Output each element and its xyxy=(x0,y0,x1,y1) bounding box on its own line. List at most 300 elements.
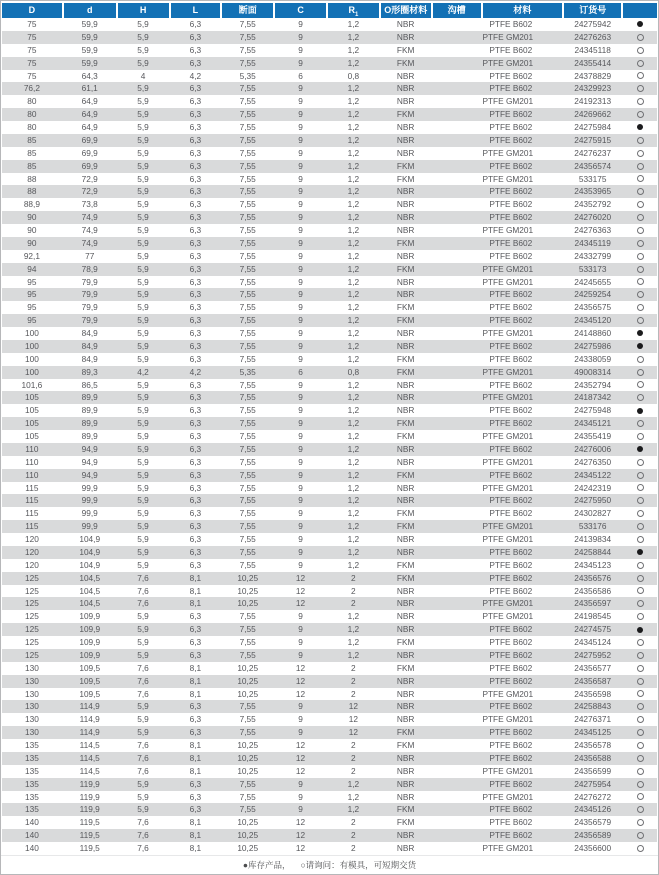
table-row xyxy=(2,443,657,456)
cell-material: PTFE B602 xyxy=(489,508,533,519)
cell-c: 9 xyxy=(298,469,303,480)
cell-oring-material: NBR xyxy=(396,778,415,789)
cell-cross-section: 10,25 xyxy=(237,662,259,673)
cell-r1: 2 xyxy=(351,740,356,750)
cell-d-inner: 64,9 xyxy=(81,122,98,132)
cell-d-inner: 79,9 xyxy=(81,315,98,326)
cell-material: PTFE B602 xyxy=(489,199,533,210)
cell-l: 4,2 xyxy=(189,366,202,377)
cell-c: 9 xyxy=(298,173,303,184)
cell-h: 5,9 xyxy=(137,160,149,171)
cell-oring-material: NBR xyxy=(396,624,415,635)
cell-r1: 1,2 xyxy=(347,443,360,454)
table-row xyxy=(2,391,657,404)
cell-material: PTFE GM201 xyxy=(482,791,534,802)
cell-r1: 1,2 xyxy=(347,83,360,94)
cell-stock xyxy=(623,819,657,826)
cell-oring-material: FKM xyxy=(396,727,415,738)
cell-d-inner: 84,9 xyxy=(81,353,98,364)
cell-order-number: 24139834 xyxy=(574,534,612,544)
cell-h: 5,9 xyxy=(137,624,149,635)
cell-order-number: 24302827 xyxy=(574,508,612,519)
cell-cross-section: 7,55 xyxy=(239,379,256,390)
table-row xyxy=(2,173,657,186)
cell-stock xyxy=(623,201,657,208)
open-circle-icon xyxy=(637,729,644,736)
cell-l: 6,3 xyxy=(189,456,202,467)
cell-l: 6,3 xyxy=(189,521,202,532)
cell-d-inner: 119,5 xyxy=(79,843,100,853)
cell-d-inner: 86,5 xyxy=(81,379,98,390)
cell-r1: 2 xyxy=(351,598,356,609)
cell-cross-section: 7,55 xyxy=(239,250,256,261)
filled-circle-icon xyxy=(637,446,643,452)
cell-stock xyxy=(623,369,657,376)
cell-cross-section: 7,55 xyxy=(239,96,256,107)
cell-order-number: 24275948 xyxy=(574,405,612,416)
cell-c: 9 xyxy=(298,44,303,55)
cell-stock xyxy=(623,703,657,710)
cell-d-outer: 130 xyxy=(24,714,39,725)
cell-l: 6,3 xyxy=(189,443,202,454)
cell-material: PTFE B602 xyxy=(489,315,533,326)
cell-l: 6,3 xyxy=(189,431,202,441)
cell-c: 9 xyxy=(298,727,303,738)
open-circle-icon xyxy=(637,459,644,466)
cell-r1: 1,2 xyxy=(347,57,360,68)
cell-stock xyxy=(623,98,657,105)
cell-order-number: 24352792 xyxy=(574,199,612,210)
cell-c: 9 xyxy=(298,701,303,712)
cell-d-inner: 119,9 xyxy=(79,791,100,802)
open-circle-icon xyxy=(637,137,644,144)
cell-l: 6,3 xyxy=(189,714,202,725)
cell-d-outer: 90 xyxy=(27,237,37,248)
cell-c: 9 xyxy=(298,418,303,429)
cell-d-inner: 104,5 xyxy=(79,585,101,596)
cell-d-outer: 110 xyxy=(25,469,39,480)
cell-c: 9 xyxy=(298,649,303,660)
cell-d-outer: 95 xyxy=(27,276,37,287)
cell-r1: 2 xyxy=(351,572,356,583)
open-circle-icon xyxy=(637,690,644,697)
cell-oring-material: NBR xyxy=(396,328,415,338)
cell-l: 6,3 xyxy=(189,57,202,68)
cell-l: 6,3 xyxy=(189,225,202,235)
cell-d-inner: 109,5 xyxy=(79,688,101,699)
cell-order-number: 24276350 xyxy=(574,456,612,467)
open-circle-icon xyxy=(637,214,644,221)
cell-d-inner: 109,9 xyxy=(79,649,101,660)
cell-oring-material: NBR xyxy=(396,456,415,467)
cell-material: PTFE B602 xyxy=(489,804,533,815)
cell-l: 8,1 xyxy=(189,675,202,686)
cell-d-inner: 59,9 xyxy=(81,19,98,29)
table-row xyxy=(2,366,657,379)
open-circle-icon xyxy=(637,639,644,646)
cell-c: 9 xyxy=(298,186,303,197)
cell-c: 12 xyxy=(295,585,306,596)
cell-material: PTFE GM201 xyxy=(482,688,534,699)
cell-order-number: 24345125 xyxy=(574,727,612,738)
cell-h: 5,9 xyxy=(137,237,149,248)
cell-order-number: 24187342 xyxy=(574,392,612,403)
cell-cross-section: 7,55 xyxy=(239,392,256,403)
cell-order-number: 24356575 xyxy=(574,302,612,313)
cell-cross-section: 7,55 xyxy=(239,225,256,235)
cell-material: PTFE GM201 xyxy=(482,57,534,68)
open-circle-icon xyxy=(637,832,644,839)
cell-oring-material: FKM xyxy=(396,237,415,248)
cell-l: 8,1 xyxy=(189,688,202,699)
cell-material: PTFE GM201 xyxy=(482,611,534,622)
cell-r1: 1,2 xyxy=(347,160,360,171)
open-circle-icon xyxy=(637,47,644,54)
cell-oring-material: NBR xyxy=(396,379,415,390)
cell-oring-material: FKM xyxy=(396,353,415,364)
table-row xyxy=(2,559,657,572)
cell-order-number: 24258843 xyxy=(574,701,612,712)
cell-h: 5,9 xyxy=(137,431,149,441)
cell-order-number: 533173 xyxy=(578,263,607,274)
cell-c: 9 xyxy=(298,546,303,557)
open-circle-icon xyxy=(637,317,644,324)
cell-order-number: 24258844 xyxy=(574,546,612,557)
cell-r1: 1,2 xyxy=(347,778,360,789)
cell-order-number: 24356587 xyxy=(574,675,612,686)
cell-oring-material: NBR xyxy=(396,598,415,609)
cell-cross-section: 7,55 xyxy=(239,508,256,519)
cell-stock xyxy=(623,742,657,749)
column-header-order-number: 订货号 xyxy=(564,3,623,18)
cell-cross-section: 7,55 xyxy=(239,44,256,55)
cell-h: 5,9 xyxy=(137,392,149,403)
table-row xyxy=(2,288,657,301)
cell-stock xyxy=(623,587,657,594)
cell-h: 5,9 xyxy=(137,263,149,274)
cell-order-number: 24356598 xyxy=(574,688,612,699)
cell-order-number: 24242319 xyxy=(574,482,612,493)
cell-d-outer: 80 xyxy=(27,122,37,132)
cell-oring-material: FKM xyxy=(396,57,415,68)
table-row xyxy=(2,482,657,495)
cell-c: 12 xyxy=(295,662,306,673)
cell-c: 9 xyxy=(298,714,303,725)
cell-material: PTFE B602 xyxy=(489,70,533,81)
cell-oring-material: FKM xyxy=(396,508,415,519)
cell-order-number: 24345120 xyxy=(574,315,612,326)
cell-oring-material: NBR xyxy=(396,482,415,493)
cell-stock xyxy=(623,562,657,569)
cell-stock xyxy=(623,755,657,762)
cell-stock xyxy=(623,497,657,504)
cell-oring-material: FKM xyxy=(396,263,415,274)
cell-h: 7,6 xyxy=(137,843,149,853)
cell-r1: 1,2 xyxy=(347,134,360,145)
cell-order-number: 24329923 xyxy=(574,83,612,94)
cell-d-outer: 125 xyxy=(24,649,39,660)
cell-l: 6,3 xyxy=(189,147,202,158)
cell-d-outer: 75 xyxy=(27,44,37,55)
cell-stock xyxy=(623,665,657,672)
cell-oring-material: NBR xyxy=(396,752,415,763)
cell-c: 12 xyxy=(295,830,306,841)
cell-oring-material: NBR xyxy=(396,585,415,596)
cell-r1: 1,2 xyxy=(347,315,360,326)
cell-cross-section: 7,55 xyxy=(239,701,256,712)
cell-h: 7,6 xyxy=(137,598,149,609)
cell-l: 8,1 xyxy=(189,817,202,828)
cell-c: 9 xyxy=(298,199,303,210)
cell-material: PTFE B602 xyxy=(489,572,533,583)
cell-c: 9 xyxy=(298,109,303,120)
cell-h: 5,9 xyxy=(137,778,149,789)
cell-l: 6,3 xyxy=(189,186,202,197)
cell-d-inner: 69,9 xyxy=(81,134,98,145)
filled-circle-icon xyxy=(637,330,643,336)
cell-d-outer: 75 xyxy=(27,70,37,81)
cell-order-number: 24355419 xyxy=(574,431,612,441)
table-row xyxy=(2,700,657,713)
cell-material: PTFE B602 xyxy=(489,379,533,390)
cell-oring-material: NBR xyxy=(396,225,415,235)
cell-material: PTFE B602 xyxy=(489,340,533,351)
cell-stock xyxy=(623,85,657,92)
cell-oring-material: NBR xyxy=(396,791,415,802)
open-circle-icon xyxy=(637,304,644,311)
open-circle-icon xyxy=(637,60,644,67)
cell-material: PTFE GM201 xyxy=(482,173,534,184)
cell-r1: 1,2 xyxy=(347,392,360,403)
cell-material: PTFE B602 xyxy=(489,740,533,750)
cell-d-inner: 69,9 xyxy=(81,147,98,158)
cell-c: 9 xyxy=(298,212,303,223)
cell-cross-section: 5,35 xyxy=(239,70,256,81)
open-circle-icon xyxy=(637,793,644,800)
table-row xyxy=(2,739,657,752)
cell-order-number: 24276272 xyxy=(574,791,612,802)
cell-cross-section: 7,55 xyxy=(239,611,256,622)
cell-d-inner: 59,9 xyxy=(81,31,98,42)
cell-h: 5,9 xyxy=(137,637,149,647)
cell-order-number: 24276263 xyxy=(574,31,612,42)
cell-d-inner: 114,5 xyxy=(79,740,100,750)
cell-c: 9 xyxy=(298,534,303,544)
cell-cross-section: 7,55 xyxy=(239,340,256,351)
cell-h: 5,9 xyxy=(137,109,149,120)
cell-stock xyxy=(623,111,657,118)
cell-r1: 1,2 xyxy=(347,418,360,429)
cell-d-inner: 94,9 xyxy=(81,456,98,467)
open-circle-icon xyxy=(637,85,644,92)
cell-h: 5,9 xyxy=(137,534,149,544)
cell-stock xyxy=(623,381,657,388)
open-circle-icon xyxy=(637,665,644,672)
cell-order-number: 533176 xyxy=(578,521,607,532)
table-row xyxy=(2,31,657,44)
cell-cross-section: 7,55 xyxy=(239,456,256,467)
open-circle-icon xyxy=(637,472,644,479)
cell-oring-material: NBR xyxy=(396,649,415,660)
cell-h: 5,9 xyxy=(137,482,149,493)
cell-d-inner: 99,9 xyxy=(81,508,98,519)
cell-d-inner: 94,9 xyxy=(81,469,98,480)
cell-cross-section: 7,55 xyxy=(239,31,256,42)
column-header-l: L xyxy=(171,3,223,18)
table-row xyxy=(2,327,657,340)
cell-l: 8,1 xyxy=(189,765,202,776)
cell-material: PTFE B602 xyxy=(489,289,533,300)
cell-cross-section: 7,55 xyxy=(239,778,256,789)
cell-stock xyxy=(623,34,657,41)
cell-oring-material: FKM xyxy=(396,637,415,647)
table-row xyxy=(2,533,657,546)
column-header-cross-section: 断面 xyxy=(222,3,275,18)
cell-d-outer: 80 xyxy=(27,109,37,120)
cell-oring-material: NBR xyxy=(396,199,415,210)
cell-d-inner: 104,9 xyxy=(79,546,101,557)
cell-d-outer: 100 xyxy=(24,340,39,351)
cell-d-outer: 120 xyxy=(24,546,39,557)
cell-c: 9 xyxy=(298,392,303,403)
table-row xyxy=(2,662,657,675)
cell-order-number: 24276363 xyxy=(574,225,612,235)
cell-oring-material: NBR xyxy=(396,688,415,699)
cell-order-number: 24198545 xyxy=(574,611,612,622)
cell-c: 9 xyxy=(298,353,303,364)
cell-d-outer: 80 xyxy=(27,96,37,107)
cell-l: 6,3 xyxy=(189,546,202,557)
cell-c: 9 xyxy=(298,456,303,467)
table-row xyxy=(2,778,657,791)
cell-c: 9 xyxy=(298,83,303,94)
cell-d-outer: 135 xyxy=(24,804,39,815)
cell-c: 9 xyxy=(298,31,303,42)
cell-d-outer: 110 xyxy=(25,456,39,467)
cell-d-outer: 130 xyxy=(24,688,39,699)
cell-d-outer: 90 xyxy=(27,212,37,223)
cell-cross-section: 7,55 xyxy=(239,315,256,326)
cell-cross-section: 7,55 xyxy=(239,637,256,647)
cell-l: 6,3 xyxy=(189,289,202,300)
cell-cross-section: 7,55 xyxy=(239,353,256,364)
cell-d-inner: 84,9 xyxy=(81,328,98,338)
table-row xyxy=(2,572,657,585)
cell-material: PTFE GM201 xyxy=(482,225,534,235)
table-row xyxy=(2,803,657,816)
cell-c: 9 xyxy=(298,559,303,570)
cell-r1: 1,2 xyxy=(347,546,360,557)
cell-l: 6,3 xyxy=(189,109,202,120)
cell-h: 5,9 xyxy=(137,456,149,467)
cell-h: 5,9 xyxy=(137,405,149,416)
cell-r1: 1,2 xyxy=(347,508,360,519)
table-row xyxy=(2,816,657,829)
cell-cross-section: 10,25 xyxy=(237,752,259,763)
cell-r1: 0,8 xyxy=(347,366,360,377)
cell-order-number: 24378829 xyxy=(574,70,612,81)
table-row xyxy=(2,765,657,778)
cell-d-outer: 135 xyxy=(24,752,39,763)
cell-d-inner: 64,3 xyxy=(81,70,98,81)
cell-d-inner: 104,9 xyxy=(79,534,101,544)
filled-circle-icon xyxy=(637,124,643,130)
cell-h: 7,6 xyxy=(137,740,149,750)
cell-r1: 2 xyxy=(351,662,356,673)
cell-l: 6,3 xyxy=(189,469,202,480)
cell-order-number: 24245655 xyxy=(574,276,612,287)
cell-stock xyxy=(623,433,657,440)
cell-oring-material: FKM xyxy=(396,302,415,313)
cell-c: 9 xyxy=(298,134,303,145)
cell-d-outer: 125 xyxy=(24,624,39,635)
cell-l: 6,3 xyxy=(189,302,202,313)
cell-d-outer: 125 xyxy=(24,572,39,583)
cell-r1: 1,2 xyxy=(347,109,360,120)
cell-cross-section: 7,55 xyxy=(239,83,256,94)
table-row xyxy=(2,160,657,173)
cell-l: 8,1 xyxy=(189,598,202,609)
cell-r1: 1,2 xyxy=(347,405,360,416)
cell-d-outer: 110 xyxy=(25,443,39,454)
cell-oring-material: FKM xyxy=(396,817,415,828)
cell-c: 9 xyxy=(298,804,303,815)
cell-d-outer: 88,9 xyxy=(23,199,40,210)
cell-c: 9 xyxy=(298,778,303,789)
cell-oring-material: FKM xyxy=(396,572,415,583)
table-row xyxy=(2,108,657,121)
table-body xyxy=(1,18,658,855)
cell-c: 9 xyxy=(298,289,303,300)
cell-d-outer: 135 xyxy=(24,778,39,789)
cell-order-number: 24356574 xyxy=(574,160,612,171)
cell-oring-material: NBR xyxy=(396,675,415,686)
cell-stock xyxy=(623,343,657,349)
cell-cross-section: 7,55 xyxy=(239,19,256,29)
cell-l: 6,3 xyxy=(189,791,202,802)
cell-cross-section: 10,25 xyxy=(237,830,259,841)
cell-cross-section: 7,55 xyxy=(239,791,256,802)
cell-cross-section: 5,35 xyxy=(239,366,256,377)
column-header-d-inner: d xyxy=(64,3,118,18)
cell-r1: 1,2 xyxy=(347,96,360,107)
cell-order-number: 24345118 xyxy=(574,44,611,55)
open-circle-icon xyxy=(637,188,644,195)
cell-cross-section: 7,55 xyxy=(239,714,256,725)
open-circle-icon xyxy=(637,278,644,285)
cell-material: PTFE B602 xyxy=(489,624,533,635)
cell-stock xyxy=(623,768,657,775)
open-circle-icon xyxy=(637,575,644,582)
cell-stock xyxy=(623,266,657,273)
cell-l: 6,3 xyxy=(189,199,202,210)
cell-d-inner: 114,9 xyxy=(79,714,100,725)
cell-order-number: 24356600 xyxy=(574,843,612,853)
cell-stock xyxy=(623,356,657,363)
cell-oring-material: NBR xyxy=(396,212,415,223)
cell-r1: 12 xyxy=(348,727,358,738)
cell-order-number: 24345122 xyxy=(574,469,612,480)
cell-r1: 1,2 xyxy=(347,534,360,544)
cell-stock xyxy=(623,690,657,697)
column-header-h: H xyxy=(118,3,171,18)
cell-order-number: 24275950 xyxy=(574,495,612,506)
cell-c: 9 xyxy=(298,328,303,338)
cell-d-inner: 72,9 xyxy=(81,173,98,184)
cell-order-number: 24352794 xyxy=(574,379,612,390)
open-circle-icon xyxy=(637,716,644,723)
cell-c: 9 xyxy=(298,637,303,647)
